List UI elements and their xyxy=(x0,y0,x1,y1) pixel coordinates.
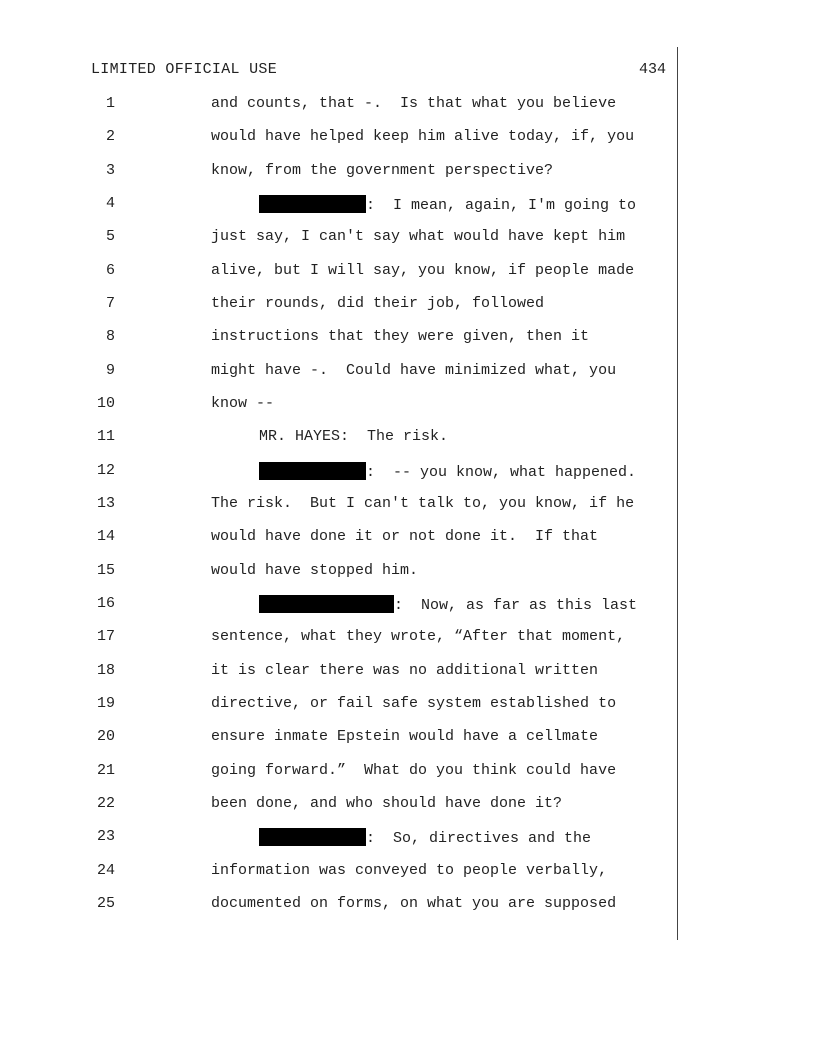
line-text: their rounds, did their job, followed xyxy=(211,295,545,312)
speaker-line xyxy=(259,462,636,481)
line-text: going forward.” What do you think could have xyxy=(211,762,617,779)
line-number: 24 xyxy=(96,862,115,879)
transcript-line xyxy=(0,626,816,646)
line-number: 3 xyxy=(105,162,115,179)
line-number: 23 xyxy=(96,828,115,845)
transcript-line xyxy=(0,493,816,513)
line-text: ensure inmate Epstein would have a cellmate xyxy=(211,728,599,745)
line-text: information was conveyed to people verbally, xyxy=(211,862,608,879)
line-number: 9 xyxy=(105,362,115,379)
line-text: The risk. But I can't talk to, you know, if he xyxy=(211,495,635,512)
line-number: 17 xyxy=(96,628,115,645)
speaker-line xyxy=(259,828,591,847)
transcript-line xyxy=(0,126,816,146)
speaker-line xyxy=(259,195,636,214)
page-number: 434 xyxy=(638,61,666,78)
transcript-line xyxy=(0,760,816,780)
line-text: would have done it or not done it. If that xyxy=(211,528,599,545)
line-number: 6 xyxy=(105,262,115,279)
transcript-line xyxy=(0,293,816,313)
line-number: 20 xyxy=(96,728,115,745)
transcript-line xyxy=(0,593,816,613)
line-number: 19 xyxy=(96,695,115,712)
transcript-line xyxy=(0,460,816,480)
redaction-bar xyxy=(259,195,366,213)
redaction-bar xyxy=(259,828,366,846)
line-number: 22 xyxy=(96,795,115,812)
transcript-line xyxy=(0,426,816,446)
line-number: 12 xyxy=(96,462,115,479)
line-text: know -- xyxy=(211,395,275,412)
transcript-line xyxy=(0,893,816,913)
transcript-line xyxy=(0,660,816,680)
line-number: 1 xyxy=(105,95,115,112)
line-text: : I mean, again, I'm going to xyxy=(366,197,637,214)
line-text: MR. HAYES: The risk. xyxy=(259,428,449,445)
line-text: instructions that they were given, then it xyxy=(211,328,590,345)
transcript-line xyxy=(0,326,816,346)
transcript-line xyxy=(0,726,816,746)
transcript-line xyxy=(0,393,816,413)
line-text: would have stopped him. xyxy=(211,562,419,579)
line-text: : So, directives and the xyxy=(366,830,592,847)
redaction-bar xyxy=(259,595,394,613)
line-text: documented on forms, on what you are supposed xyxy=(211,895,617,912)
transcript-line xyxy=(0,193,816,213)
line-number: 5 xyxy=(105,228,115,245)
line-number: 2 xyxy=(105,128,115,145)
line-number: 8 xyxy=(105,328,115,345)
line-text: and counts, that -. Is that what you believe xyxy=(211,95,617,112)
classification-header: LIMITED OFFICIAL USE xyxy=(91,61,278,78)
line-text: just say, I can't say what would have kept him xyxy=(211,228,626,245)
transcript-line xyxy=(0,93,816,113)
transcript-line xyxy=(0,160,816,180)
transcript-line xyxy=(0,260,816,280)
line-text: : Now, as far as this last xyxy=(394,597,638,614)
line-text: would have helped keep him alive today, if, you xyxy=(211,128,635,145)
transcript-line xyxy=(0,860,816,880)
line-text: alive, but I will say, you know, if people made xyxy=(211,262,635,279)
redaction-bar xyxy=(259,462,366,480)
line-text: know, from the government perspective? xyxy=(211,162,554,179)
speaker-line xyxy=(259,595,637,614)
transcript-line xyxy=(0,360,816,380)
transcript-line xyxy=(0,793,816,813)
transcript-line xyxy=(0,560,816,580)
line-number: 18 xyxy=(96,662,115,679)
transcript-line xyxy=(0,693,816,713)
line-number: 16 xyxy=(96,595,115,612)
line-text: : -- you know, what happened. xyxy=(366,464,637,481)
line-number: 15 xyxy=(96,562,115,579)
line-text: directive, or fail safe system established to xyxy=(211,695,617,712)
transcript-line xyxy=(0,526,816,546)
line-text: might have -. Could have minimized what, you xyxy=(211,362,617,379)
line-number: 7 xyxy=(105,295,115,312)
line-number: 11 xyxy=(96,428,115,445)
line-number: 21 xyxy=(96,762,115,779)
line-text: been done, and who should have done it? xyxy=(211,795,563,812)
line-number: 25 xyxy=(96,895,115,912)
line-text: sentence, what they wrote, “After that moment, xyxy=(211,628,626,645)
line-number: 4 xyxy=(105,195,115,212)
line-number: 10 xyxy=(96,395,115,412)
line-number: 13 xyxy=(96,495,115,512)
transcript-line xyxy=(0,226,816,246)
transcript-line xyxy=(0,826,816,846)
line-text: it is clear there was no additional written xyxy=(211,662,599,679)
line-number: 14 xyxy=(96,528,115,545)
